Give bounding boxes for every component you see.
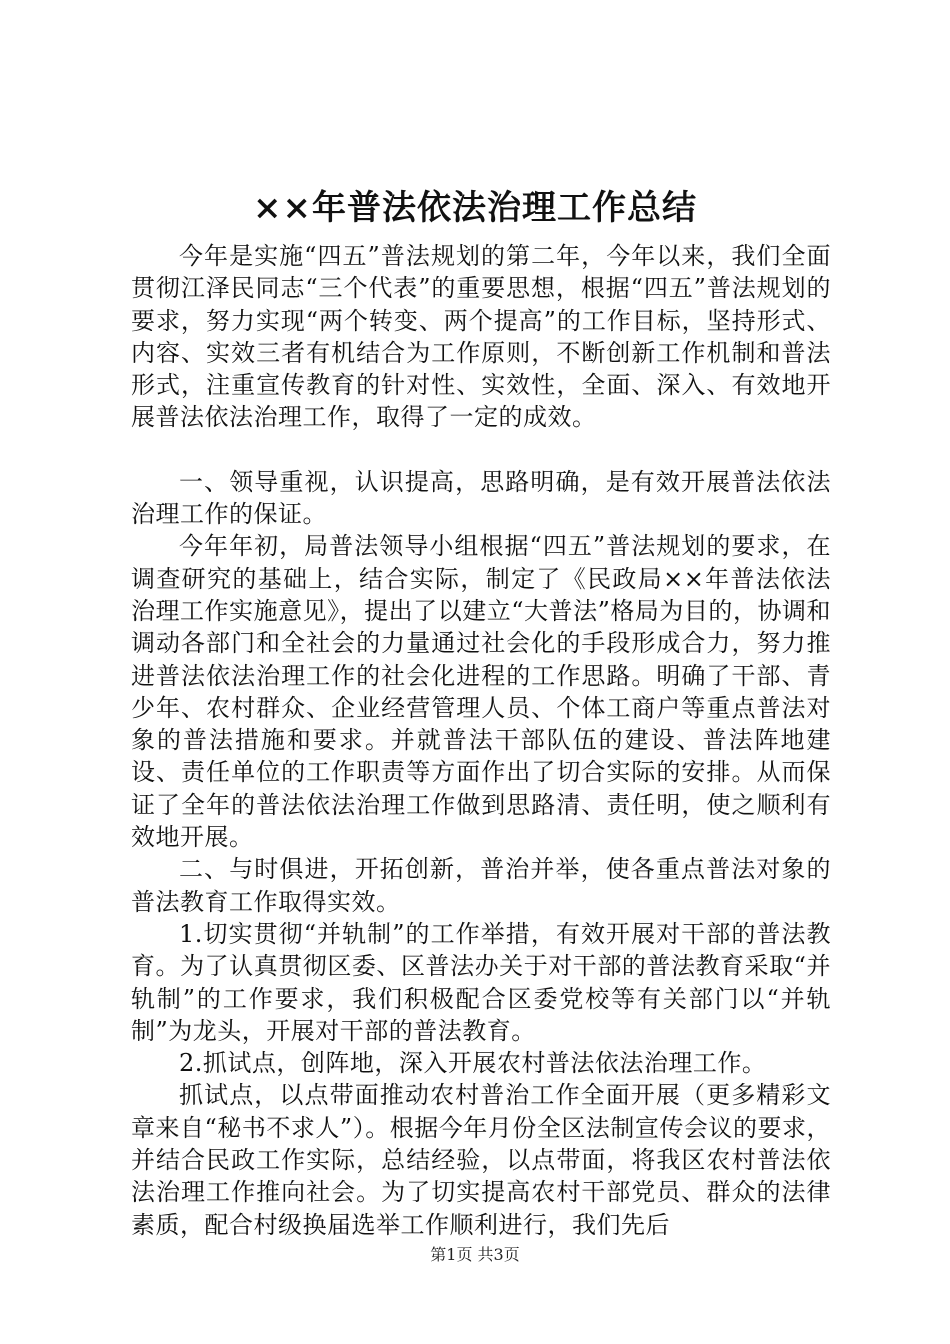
document-title: ××年普法依法治理工作总结 [253, 188, 697, 228]
document-body [131, 240, 831, 1241]
subsection-1: 1.切实贯彻“并轨制”的工作举措，有效开展对干部的普法教育。为了认真贯彻区委、区普法办关于对干部的普法教育采取“并轨制”的工作要求，我们积极配合区委党校等有关部门以“并轨制”为龙头，开展对干部的普法教育。 [131, 919, 831, 1045]
page-number-footer: 第1页 共3页 [430, 1245, 520, 1264]
body-paragraph: 抓试点，以点带面推动农村普治工作全面开展（更多精彩文章来自“秘书不求人”）。根据今年月份全区法制宣传会议的要求，并结合民政工作实际，总结经验，以点带面，将我区农村普法依法治理工作推向社会。为了切实提高农村干部党员、群众的法律素质，配合村级换届选举工作顺利进行，我们先后 [131, 1081, 831, 1239]
body-paragraph: 今年年初，局普法领导小组根据“四五”普法规划的要求，在调查研究的基础上，结合实际，制定了《民政局××年普法依法治理工作实施意见》，提出了以建立“大普法”格局为目的，协调和调动各部门和全社会的力量通过社会化的手段形成合力，努力推进普法依法治理工作的社会化进程的工作思路。明确了干部、青少年、农村群众、企业经营管理人员、个体工商户等重点普法对象的普法措施和要求。并就普法干部队伍的建设、普法阵地建设、责任单位的工作职责等方面作出了切合实际的安排。从而保证了全年的普法依法治理工作做到思路清、责任明，使之顺利有效地开展。 [131, 532, 831, 852]
intro-paragraph: 今年是实施“四五”普法规划的第二年，今年以来，我们全面贯彻江泽民同志“三个代表”的重要思想，根据“四五”普法规划的要求，努力实现“两个转变、两个提高”的工作目标，坚持形式、内容、实效三者有机结合为工作原则，不断创新工作机制和普法形式，注重宣传教育的针对性、实效性，全面、深入、有效地开展普法依法治理工作，取得了一定的成效。 [131, 242, 831, 432]
subsection-2: 2.抓试点，创阵地，深入开展农村普法依法治理工作。 [179, 1049, 767, 1078]
section-heading-1: 一、领导重视，认识提高，思路明确，是有效开展普法依法治理工作的保证。 [131, 467, 831, 529]
section-heading-2: 二、与时俱进，开拓创新，普治并举，使各重点普法对象的普法教育工作取得实效。 [131, 855, 831, 916]
